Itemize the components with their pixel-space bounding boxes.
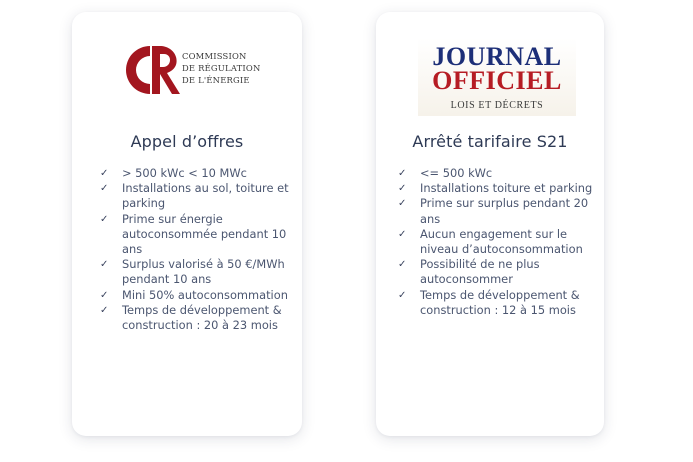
check-icon: ✓ [100,259,109,271]
card-arrete-tarifaire [376,12,604,436]
journal-officiel-masthead [418,38,576,116]
cre-name-text [182,50,261,86]
list-item-text: Mini 50% autoconsommation [122,287,288,302]
list-item [398,227,594,257]
list-item [100,166,290,181]
check-icon: ✓ [398,289,407,301]
check-icon: ✓ [398,228,407,240]
list-item [398,181,594,196]
list-item-text: Temps de développement & construction : 20 à 23 mois [122,302,282,333]
journal-officiel-logo [376,38,604,110]
card-appel-offres [72,12,302,436]
list-item-text: Aucun engagement sur le niveau d’autoconsommation [420,226,583,257]
check-icon: ✓ [100,183,109,195]
check-icon: ✓ [398,198,407,210]
list-item-text: <= 500 kWc [420,166,493,180]
list-item-text: Possibilité de ne plus autoconsommer [420,257,540,287]
list-item [100,288,290,303]
list-item-text: Prime sur énergie autoconsommée pendant 10 ans [122,211,287,257]
list-item [100,181,290,211]
jo-journal-text: JOURNAL [432,42,562,71]
cre-line-2: DE RÉGULATION [182,63,261,73]
feature-list [100,166,290,333]
list-item-text: Installations au sol, toiture et parking [122,181,289,211]
cre-logo [72,38,302,110]
check-icon: ✓ [100,213,109,225]
list-item-text: Surplus valorisé à 50 €/MWh pendant 10 ans [122,257,285,287]
list-item [398,257,594,287]
check-icon: ✓ [100,289,109,301]
list-item [398,288,594,318]
cre-monogram-icon [120,40,180,100]
feature-list [398,166,594,318]
check-icon: ✓ [398,183,407,195]
list-item-text: > 500 kWc < 10 MWc [122,166,247,180]
check-icon: ✓ [100,168,109,179]
check-icon: ✓ [398,168,407,179]
jo-lois-decrets-text: LOIS ET DÉCRETS [450,100,544,111]
card-title: Appel d’offres [130,132,244,151]
list-item-text: Prime sur surplus pendant 20 ans [420,196,589,226]
list-item [398,166,594,181]
list-item [100,303,290,333]
list-item [398,196,594,226]
list-item [100,212,290,258]
cre-line-3: DE L'ÉNERGIE [182,75,250,85]
card-title: Arrêté tarifaire S21 [412,132,568,151]
check-icon: ✓ [100,304,109,316]
list-item-text: Installations toiture et parking [420,181,593,196]
cre-line-1: COMMISSION [182,51,247,61]
jo-officiel-text: OFFICIEL [432,66,562,95]
check-icon: ✓ [398,259,407,271]
list-item [100,257,290,287]
list-item-text: Temps de développement & construction : 12 à 15 mois [420,287,580,317]
